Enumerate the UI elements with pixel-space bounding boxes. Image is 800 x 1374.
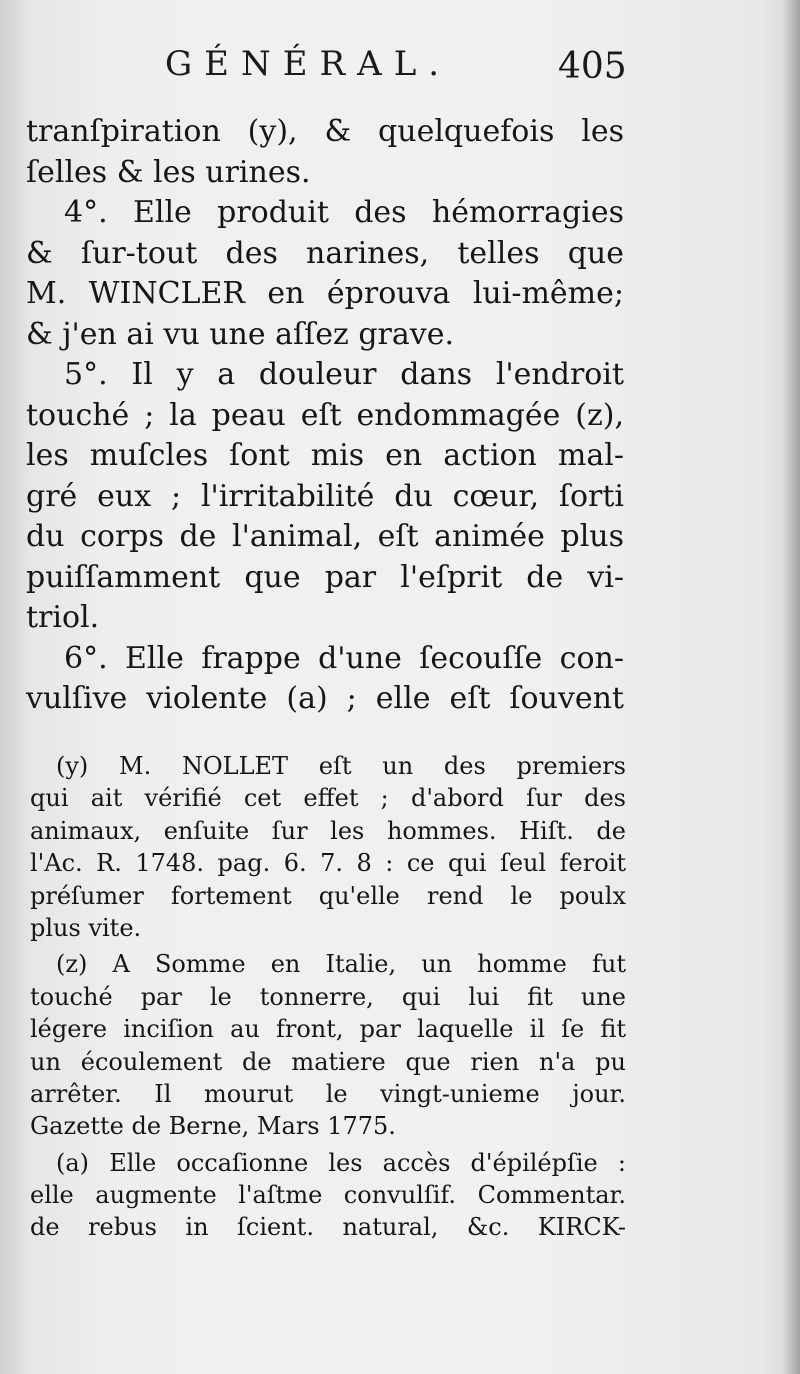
- footnote-line: (a) Elle occaſionne les accès d'épilépſie :: [56, 1148, 626, 1177]
- footnote-line: de rebus in ſcient. natural, &c. KIRCK-: [30, 1213, 626, 1242]
- footnote-line: arrêter. Il mourut le vingt-unieme jour.: [30, 1079, 626, 1108]
- footnote-line: animaux, enſuite ſur les hommes. Hiſt. de: [30, 816, 626, 845]
- text-line: triol.: [26, 600, 100, 635]
- footnote-line: l'Ac. R. 1748. pag. 6. 7. 8 : ce qui ſeul feroit: [30, 849, 626, 878]
- text-line: tranſpiration (y), & quelquefois les: [26, 114, 624, 149]
- text-line: 6°. Elle frappe d'une ſecouſſe con-: [64, 640, 624, 676]
- text-line: les muſcles ſont mis en action mal-: [26, 438, 624, 473]
- main-text: [26, 112, 624, 720]
- footnote: [30, 750, 626, 944]
- text-line: 4°. Elle produit des hémorragies: [64, 195, 624, 230]
- footnote-line: Gazette de Berne, Mars 1775.: [30, 1112, 396, 1141]
- footnote-line: (y) M. NOLLET eſt un des premiers: [56, 752, 626, 780]
- footnote-line: elle augmente l'aſtme convulſif. Commentar.: [30, 1181, 626, 1210]
- footnote-line: plus vite.: [30, 913, 142, 942]
- page-header: [0, 40, 800, 90]
- text-line: vulſive violente (a) ; elle eſt ſouvent: [26, 681, 624, 716]
- footnote-line: légere inciſion au front, par laquelle il ſe fit: [30, 1015, 626, 1044]
- running-title: GÉNÉRAL.: [165, 44, 452, 84]
- footnote-line: un écoulement de matiere que rien n'a pu: [30, 1047, 626, 1076]
- text-line: du corps de l'animal, eſt animée plus: [26, 519, 624, 554]
- footnote-line: touché par le tonnerre, qui lui fit une: [30, 982, 626, 1011]
- text-line: puiſſamment que par l'eſprit de vi-: [26, 559, 624, 595]
- footnote-line: préſumer fortement qu'elle rend le poulx: [30, 881, 626, 910]
- footnote: [30, 948, 626, 1142]
- text-line: & j'en ai vu une aſſez grave.: [26, 316, 455, 352]
- text-line: gré eux ; l'irritabilité du cœur, ſorti: [26, 478, 624, 514]
- text-line: M. WINCLER en éprouva lui-même;: [26, 276, 624, 311]
- footnote: [30, 1147, 626, 1244]
- footnote-line: (z) A Somme en Italie, un homme fut: [56, 950, 626, 979]
- text-line: ſelles & les urines.: [26, 154, 311, 190]
- text-line: & ſur-tout des narines, telles que: [26, 235, 624, 271]
- page-number: 405: [558, 46, 627, 87]
- footnote-line: qui ait vérifié cet effet ; d'abord ſur des: [30, 784, 626, 813]
- text-line: 5°. Il y a douleur dans l'endroit: [64, 357, 624, 392]
- footnotes: [30, 750, 626, 1244]
- text-line: touché ; la peau eſt endommagée (z),: [26, 397, 624, 433]
